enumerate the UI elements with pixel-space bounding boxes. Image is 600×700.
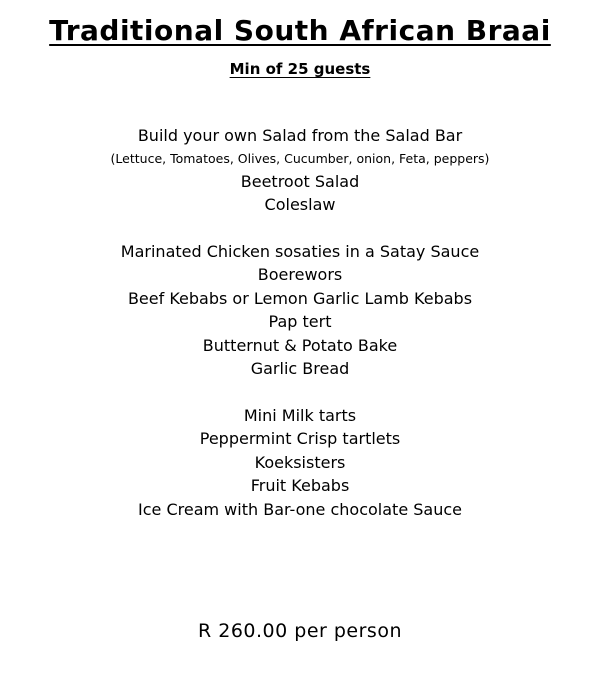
menu-item: Marinated Chicken sosaties in a Satay Sauce <box>120 241 480 261</box>
menu-item: Butternut & Potato Bake <box>202 335 398 355</box>
menu-list <box>0 124 600 544</box>
menu-item: Ice Cream with Bar-one chocolate Sauce <box>138 499 462 519</box>
menu-item: Peppermint Crisp tartlets <box>199 429 401 448</box>
menu-item: Mini Milk tarts <box>243 405 357 425</box>
menu-item: Beef Kebabs or Lemon Garlic Lamb Kebabs <box>127 288 473 308</box>
menu-item-detail: (Lettuce, Tomatoes, Olives, Cucumber, onion, Feta, peppers) <box>110 150 490 166</box>
menu-item: Beetroot Salad <box>240 171 360 191</box>
menu-item: Fruit Kebabs <box>250 476 350 495</box>
desserts-section <box>0 404 600 522</box>
mains-section <box>0 240 600 381</box>
menu-item: Garlic Bread <box>250 359 350 378</box>
menu-item: Koeksisters <box>254 452 346 472</box>
salads-section <box>0 124 600 217</box>
price-per-person: R 260.00 per person <box>198 620 402 642</box>
menu-item: Build your own Salad from the Salad Bar <box>137 126 463 145</box>
min-guests-note: Min of 25 guests <box>229 60 371 78</box>
menu-title: Traditional South African Braai <box>49 14 551 47</box>
menu-item: Boerewors <box>257 265 343 284</box>
menu-item: Pap tert <box>268 312 332 331</box>
menu-item: Coleslaw <box>264 195 336 214</box>
